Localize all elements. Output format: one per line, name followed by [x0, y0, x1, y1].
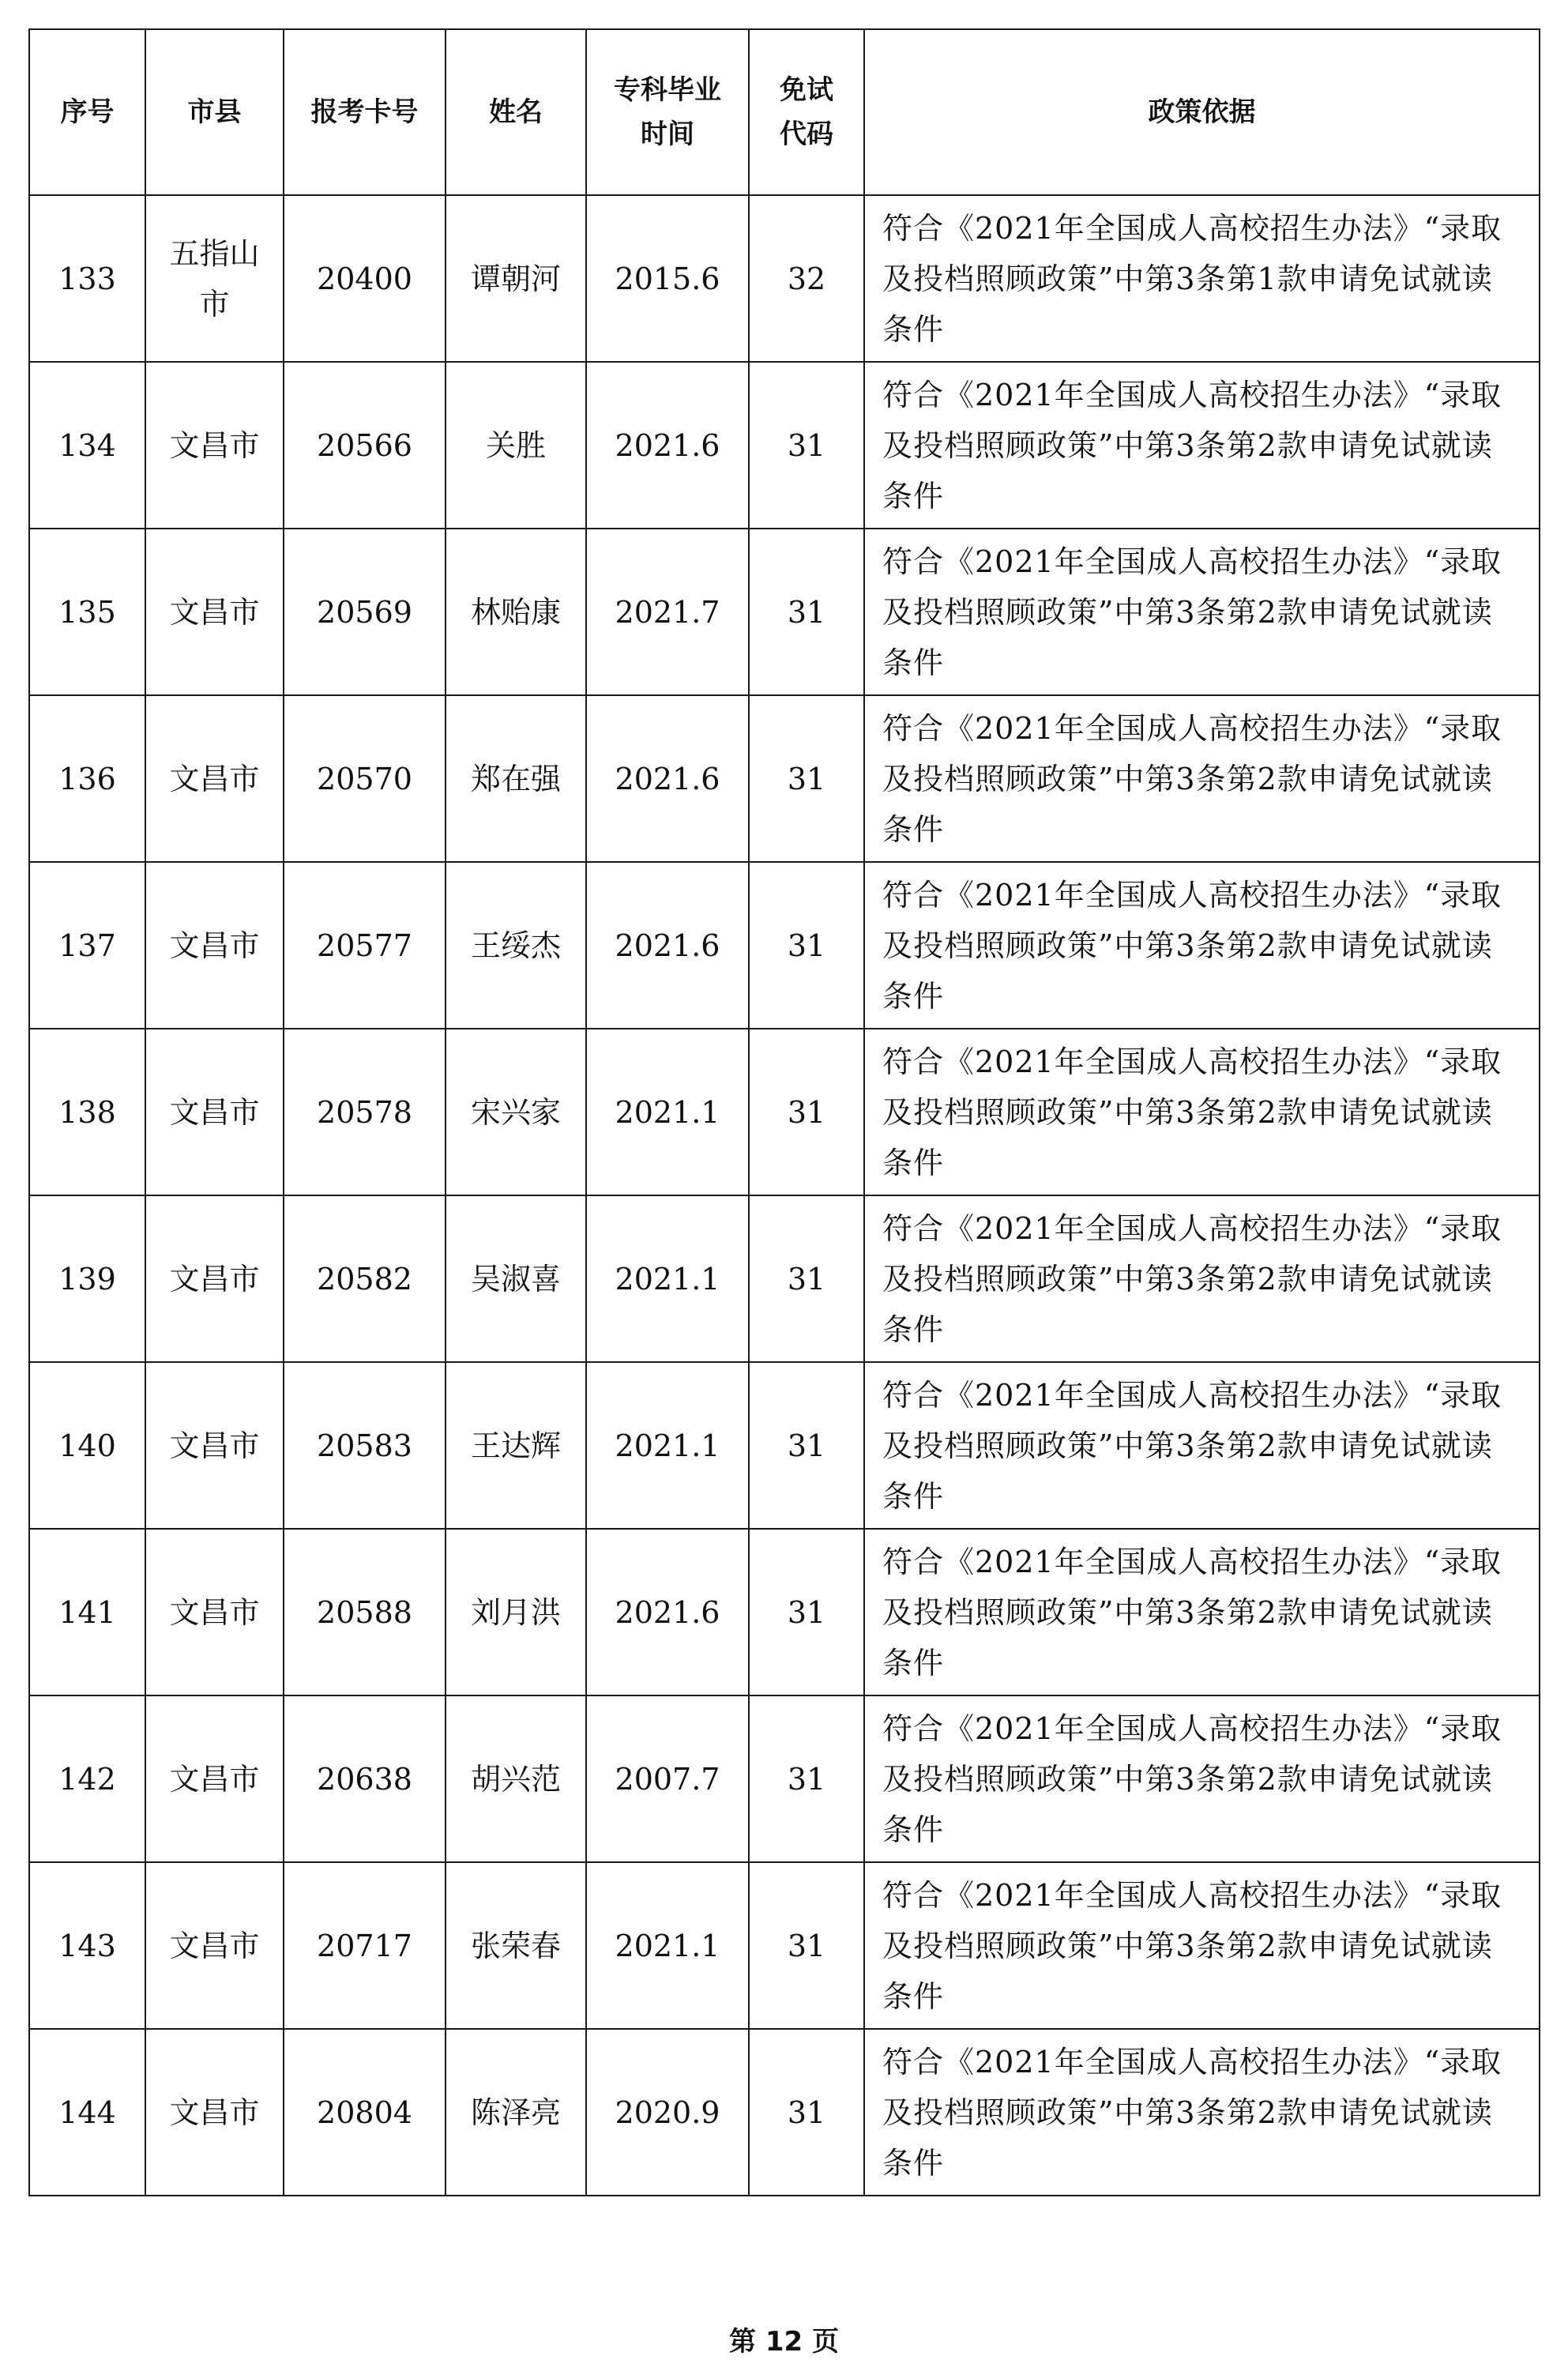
cell-name: 刘月洪	[446, 1529, 586, 1695]
cell-policy-basis: 符合《2021年全国成人高校招生办法》“录取及投档照顾政策”中第3条第2款申请免试就读条件	[864, 2029, 1540, 2196]
cell-graduation-time: 2021.1	[586, 1862, 749, 2029]
cell-name: 谭朝河	[446, 195, 586, 362]
cell-policy-basis: 符合《2021年全国成人高校招生办法》“录取及投档照顾政策”中第3条第1款申请免试就读条件	[864, 195, 1540, 362]
cell-seq: 142	[29, 1695, 145, 1862]
table-row	[29, 1195, 1540, 1362]
cell-county: 文昌市	[145, 1695, 284, 1862]
table-header	[29, 29, 1540, 195]
cell-exemption-code: 31	[749, 2029, 864, 2196]
cell-county: 文昌市	[145, 862, 284, 1029]
table-body	[29, 195, 1540, 2196]
cell-exemption-code: 31	[749, 862, 864, 1029]
cell-exemption-code: 31	[749, 1029, 864, 1195]
header-row	[29, 29, 1540, 195]
cell-seq: 143	[29, 1862, 145, 2029]
cell-policy-basis: 符合《2021年全国成人高校招生办法》“录取及投档照顾政策”中第3条第2款申请免试就读条件	[864, 1362, 1540, 1529]
table-row	[29, 529, 1540, 695]
cell-graduation-time: 2015.6	[586, 195, 749, 362]
cell-card-number: 20583	[284, 1362, 446, 1529]
cell-policy-basis: 符合《2021年全国成人高校招生办法》“录取及投档照顾政策”中第3条第2款申请免试就读条件	[864, 1695, 1540, 1862]
cell-policy-basis: 符合《2021年全国成人高校招生办法》“录取及投档照顾政策”中第3条第2款申请免试就读条件	[864, 1862, 1540, 2029]
cell-county: 文昌市	[145, 1195, 284, 1362]
table-row	[29, 195, 1540, 362]
cell-county: 文昌市	[145, 529, 284, 695]
cell-name: 胡兴范	[446, 1695, 586, 1862]
cell-county: 文昌市	[145, 1529, 284, 1695]
cell-name: 王绥杰	[446, 862, 586, 1029]
header-exemption-code: 免试代码	[749, 29, 864, 195]
header-county: 市县	[145, 29, 284, 195]
cell-exemption-code: 31	[749, 1362, 864, 1529]
header-card-number: 报考卡号	[284, 29, 446, 195]
cell-exemption-code: 31	[749, 1695, 864, 1862]
cell-policy-basis: 符合《2021年全国成人高校招生办法》“录取及投档照顾政策”中第3条第2款申请免试就读条件	[864, 529, 1540, 695]
cell-graduation-time: 2021.6	[586, 695, 749, 862]
cell-exemption-code: 32	[749, 195, 864, 362]
cell-graduation-time: 2021.1	[586, 1029, 749, 1195]
cell-card-number: 20566	[284, 362, 446, 529]
table-row	[29, 1029, 1540, 1195]
cell-graduation-time: 2021.6	[586, 862, 749, 1029]
cell-card-number: 20569	[284, 529, 446, 695]
header-name: 姓名	[446, 29, 586, 195]
cell-seq: 135	[29, 529, 145, 695]
cell-county: 文昌市	[145, 1862, 284, 2029]
cell-policy-basis: 符合《2021年全国成人高校招生办法》“录取及投档照顾政策”中第3条第2款申请免试就读条件	[864, 1195, 1540, 1362]
cell-name: 张荣春	[446, 1862, 586, 2029]
cell-card-number: 20717	[284, 1862, 446, 2029]
cell-graduation-time: 2007.7	[586, 1695, 749, 1862]
cell-name: 吴淑喜	[446, 1195, 586, 1362]
cell-seq: 141	[29, 1529, 145, 1695]
table-row	[29, 362, 1540, 529]
page-number-value: 12	[765, 2326, 803, 2358]
cell-name: 关胜	[446, 362, 586, 529]
cell-graduation-time: 2020.9	[586, 2029, 749, 2196]
cell-county: 文昌市	[145, 362, 284, 529]
cell-exemption-code: 31	[749, 1862, 864, 2029]
cell-exemption-code: 31	[749, 362, 864, 529]
cell-seq: 137	[29, 862, 145, 1029]
cell-policy-basis: 符合《2021年全国成人高校招生办法》“录取及投档照顾政策”中第3条第2款申请免试就读条件	[864, 1029, 1540, 1195]
cell-card-number: 20588	[284, 1529, 446, 1695]
table-row	[29, 1695, 1540, 1862]
cell-graduation-time: 2021.7	[586, 529, 749, 695]
cell-seq: 139	[29, 1195, 145, 1362]
cell-card-number: 20582	[284, 1195, 446, 1362]
page-number-prefix: 第	[728, 2326, 756, 2358]
cell-policy-basis: 符合《2021年全国成人高校招生办法》“录取及投档照顾政策”中第3条第2款申请免试就读条件	[864, 695, 1540, 862]
cell-exemption-code: 31	[749, 529, 864, 695]
cell-county: 五指山市	[145, 195, 284, 362]
cell-seq: 134	[29, 362, 145, 529]
page-number-suffix: 页	[812, 2326, 839, 2358]
cell-name: 陈泽亮	[446, 2029, 586, 2196]
cell-graduation-time: 2021.1	[586, 1362, 749, 1529]
cell-card-number: 20578	[284, 1029, 446, 1195]
cell-graduation-time: 2021.6	[586, 1529, 749, 1695]
cell-seq: 136	[29, 695, 145, 862]
table-row	[29, 1529, 1540, 1695]
table-row	[29, 695, 1540, 862]
cell-name: 林贻康	[446, 529, 586, 695]
table-row	[29, 862, 1540, 1029]
cell-policy-basis: 符合《2021年全国成人高校招生办法》“录取及投档照顾政策”中第3条第2款申请免试就读条件	[864, 1529, 1540, 1695]
cell-seq: 133	[29, 195, 145, 362]
cell-card-number: 20400	[284, 195, 446, 362]
page-number	[0, 2320, 1568, 2358]
cell-name: 王达辉	[446, 1362, 586, 1529]
table-row	[29, 1862, 1540, 2029]
cell-name: 郑在强	[446, 695, 586, 862]
cell-policy-basis: 符合《2021年全国成人高校招生办法》“录取及投档照顾政策”中第3条第2款申请免试就读条件	[864, 862, 1540, 1029]
cell-name: 宋兴家	[446, 1029, 586, 1195]
cell-card-number: 20638	[284, 1695, 446, 1862]
cell-seq: 144	[29, 2029, 145, 2196]
cell-card-number: 20570	[284, 695, 446, 862]
cell-county: 文昌市	[145, 695, 284, 862]
exemption-table	[28, 28, 1540, 2196]
cell-exemption-code: 31	[749, 1195, 864, 1362]
cell-county: 文昌市	[145, 2029, 284, 2196]
header-seq: 序号	[29, 29, 145, 195]
cell-county: 文昌市	[145, 1029, 284, 1195]
header-policy-basis: 政策依据	[864, 29, 1540, 195]
cell-county: 文昌市	[145, 1362, 284, 1529]
table-row	[29, 1362, 1540, 1529]
cell-card-number: 20804	[284, 2029, 446, 2196]
cell-exemption-code: 31	[749, 695, 864, 862]
header-graduation-time: 专科毕业时间	[586, 29, 749, 195]
cell-card-number: 20577	[284, 862, 446, 1029]
cell-seq: 140	[29, 1362, 145, 1529]
table-row	[29, 2029, 1540, 2196]
cell-graduation-time: 2021.6	[586, 362, 749, 529]
cell-seq: 138	[29, 1029, 145, 1195]
cell-policy-basis: 符合《2021年全国成人高校招生办法》“录取及投档照顾政策”中第3条第2款申请免试就读条件	[864, 362, 1540, 529]
cell-graduation-time: 2021.1	[586, 1195, 749, 1362]
cell-exemption-code: 31	[749, 1529, 864, 1695]
